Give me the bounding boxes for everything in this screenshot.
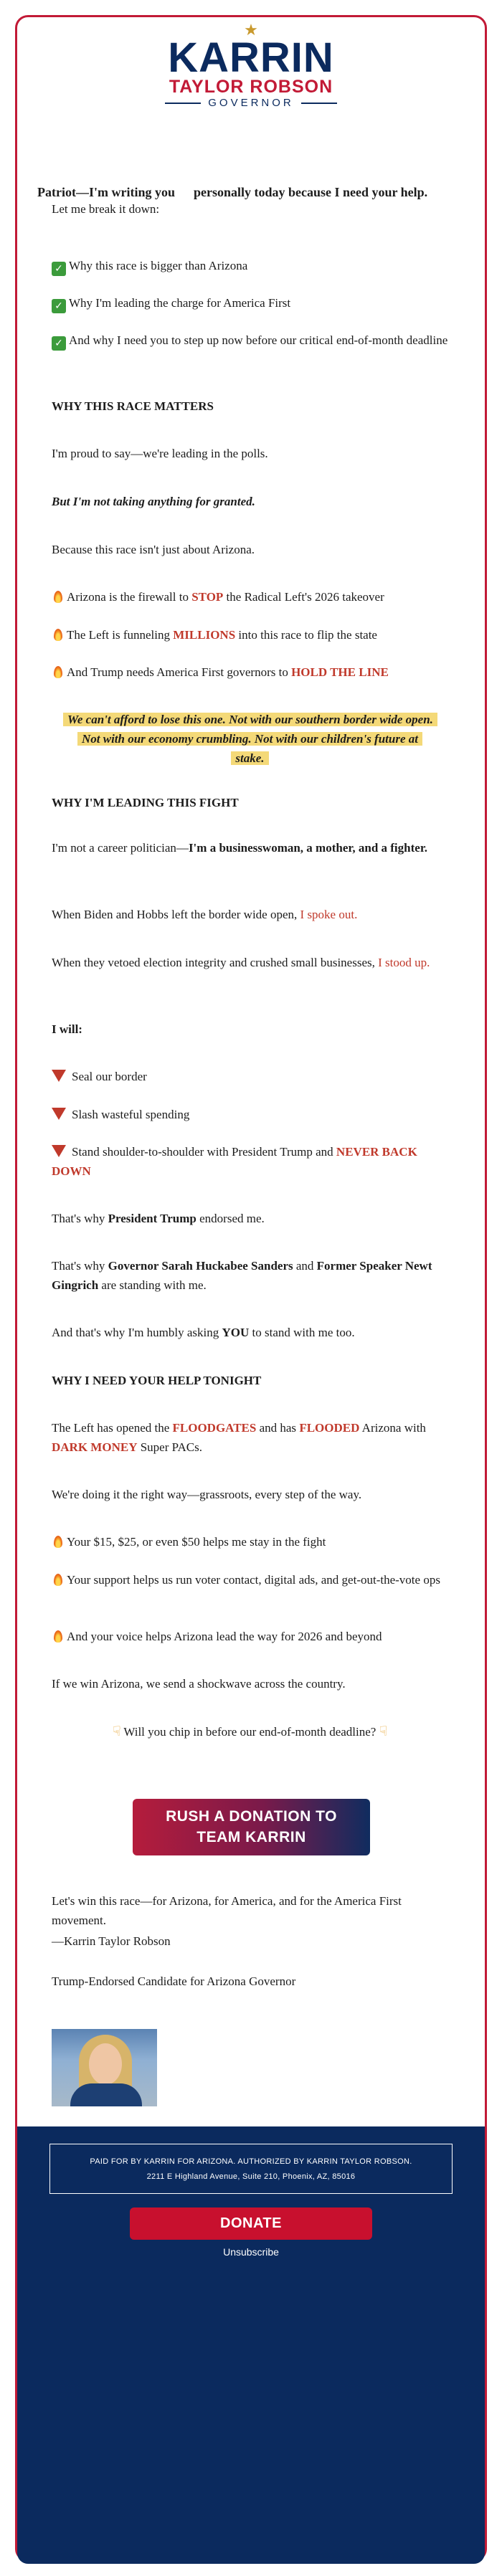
win-text: Let's win this race—for Arizona, for America, and for the America First movement. xyxy=(52,1894,402,1927)
logo-rule-right xyxy=(301,103,337,104)
red-triangle-icon xyxy=(52,1070,66,1082)
fire-icon xyxy=(54,666,62,678)
vetoed-text: When they vetoed election integrity and crushed small businesses, I stood up. xyxy=(52,956,430,969)
intro-part2: personally today because I need your help. xyxy=(193,185,428,199)
donate-button[interactable]: DONATE xyxy=(130,2207,372,2240)
section-heading-leading: WHY I'M LEADING THIS FIGHT xyxy=(52,796,239,809)
not-taking-text: But I'm not taking anything for granted. xyxy=(52,495,255,508)
fire-item-1: Arizona is the firewall to STOP the Radical Left's 2026 takeover xyxy=(52,587,448,607)
candidate-photo xyxy=(52,2029,157,2106)
rush-donation-button[interactable] xyxy=(133,1799,370,1855)
career-text: I'm not a career politician—I'm a businesswoman, a mother, and a fighter. xyxy=(52,841,428,855)
will-item-1: Seal our border xyxy=(52,1067,448,1086)
fire-icon xyxy=(54,1630,62,1643)
unsubscribe-link[interactable]: Unsubscribe xyxy=(223,2246,279,2258)
because-text: Because this race isn't just about Arizona. xyxy=(52,543,255,556)
logo-office-row xyxy=(17,97,485,109)
footer-disclaimer-box xyxy=(49,2144,453,2194)
red-triangle-icon xyxy=(52,1108,66,1120)
address-text: 2211 E Highland Avenue, Suite 210, Phoenix, AZ, 85016 xyxy=(146,2172,356,2181)
grassroots-text: We're doing it the right way—grassroots, every step of the way. xyxy=(52,1488,362,1501)
i-will-heading: I will: xyxy=(52,1022,82,1036)
will-item-3: Stand shoulder-to-shoulder with President Trump and NEVER BACK DOWN xyxy=(52,1145,417,1178)
fire-icon xyxy=(54,1574,62,1586)
logo-rule-left xyxy=(165,103,201,104)
fire-item-2: The Left is funneling MILLIONS into this race to flip the state xyxy=(52,625,448,645)
star-icon: ★ xyxy=(244,22,258,39)
help-item-2: Your support helps us run voter contact, digital ads, and get-out-the-vote ops xyxy=(52,1570,448,1589)
asking-text: And that's why I'm humbly asking YOU to stand with me too. xyxy=(52,1326,355,1339)
shockwave-text: If we win Arizona, we send a shockwave across the country. xyxy=(52,1677,346,1691)
check-icon: ✓ xyxy=(52,336,66,351)
logo-office: GOVERNOR xyxy=(208,97,294,109)
signature: —Karrin Taylor Robson xyxy=(52,1934,171,1948)
campaign-logo xyxy=(17,17,485,118)
logo-name: KARRIN xyxy=(168,34,334,81)
sanders-text: That's why Governor Sarah Huckabee Sanders and Former Speaker Newt Gingrich are standing with me. xyxy=(52,1259,432,1292)
highlight-text: We can't afford to lose this one. Not with our southern border wide open. Not with our economy crumbling. Not with our children's future at stake. xyxy=(63,713,437,765)
trump-endorse-text: That's why President Trump endorsed me. xyxy=(52,1212,265,1225)
cta-line-1: RUSH A DONATION TO xyxy=(166,1808,337,1825)
polls-text: I'm proud to say—we're leading in the polls. xyxy=(52,447,268,460)
cta-line-2: TEAM KARRIN xyxy=(196,1829,306,1845)
highlight-block xyxy=(52,710,448,768)
paid-for-text: PAID FOR BY KARRIN FOR ARIZONA. AUTHORIZED BY KARRIN TAYLOR ROBSON. xyxy=(90,2157,412,2166)
check-icon: ✓ xyxy=(52,262,66,276)
biden-text: When Biden and Hobbs left the border wide open, I spoke out. xyxy=(52,908,358,921)
chip-line: ☟ Will you chip in before our end-of-month deadline? ☟ xyxy=(52,1722,448,1741)
check-icon: ✓ xyxy=(52,299,66,313)
flood-text: The Left has opened the FLOODGATES and has FLOODED Arizona with DARK MONEY Super PACs. xyxy=(52,1421,426,1454)
check-item-1: ✓ Why this race is bigger than Arizona xyxy=(52,256,448,276)
help-item-3: And your voice helps Arizona lead the way for 2026 and beyond xyxy=(52,1627,448,1646)
will-item-2: Slash wasteful spending xyxy=(52,1105,448,1124)
fire-icon xyxy=(54,1536,62,1548)
pointing-down-icon: ☟ xyxy=(379,1724,388,1739)
pointing-down-icon: ☟ xyxy=(112,1724,121,1739)
red-triangle-icon xyxy=(52,1145,66,1157)
intro-line xyxy=(17,118,485,201)
help-item-1: Your $15, $25, or even $50 helps me stay in the fight xyxy=(52,1532,448,1551)
check-item-3: ✓ And why I need you to step up now before our critical end-of-month deadline xyxy=(52,331,448,351)
logo-surname: TAYLOR ROBSON xyxy=(169,77,333,97)
fire-icon xyxy=(54,591,62,603)
section-heading-help: WHY I NEED YOUR HELP TONIGHT xyxy=(52,1374,262,1387)
section-heading-race-matters: WHY THIS RACE MATTERS xyxy=(52,399,214,413)
fire-item-3: And Trump needs America First governors to HOLD THE LINE xyxy=(52,662,448,682)
fire-icon xyxy=(54,629,62,641)
candidate-title: Trump-Endorsed Candidate for Arizona Governor xyxy=(52,1974,296,1988)
intro-part1: Patriot—I'm writing you xyxy=(37,185,175,199)
break-down: Let me break it down: xyxy=(52,202,160,216)
check-item-2: ✓ Why I'm leading the charge for America First xyxy=(52,293,448,313)
